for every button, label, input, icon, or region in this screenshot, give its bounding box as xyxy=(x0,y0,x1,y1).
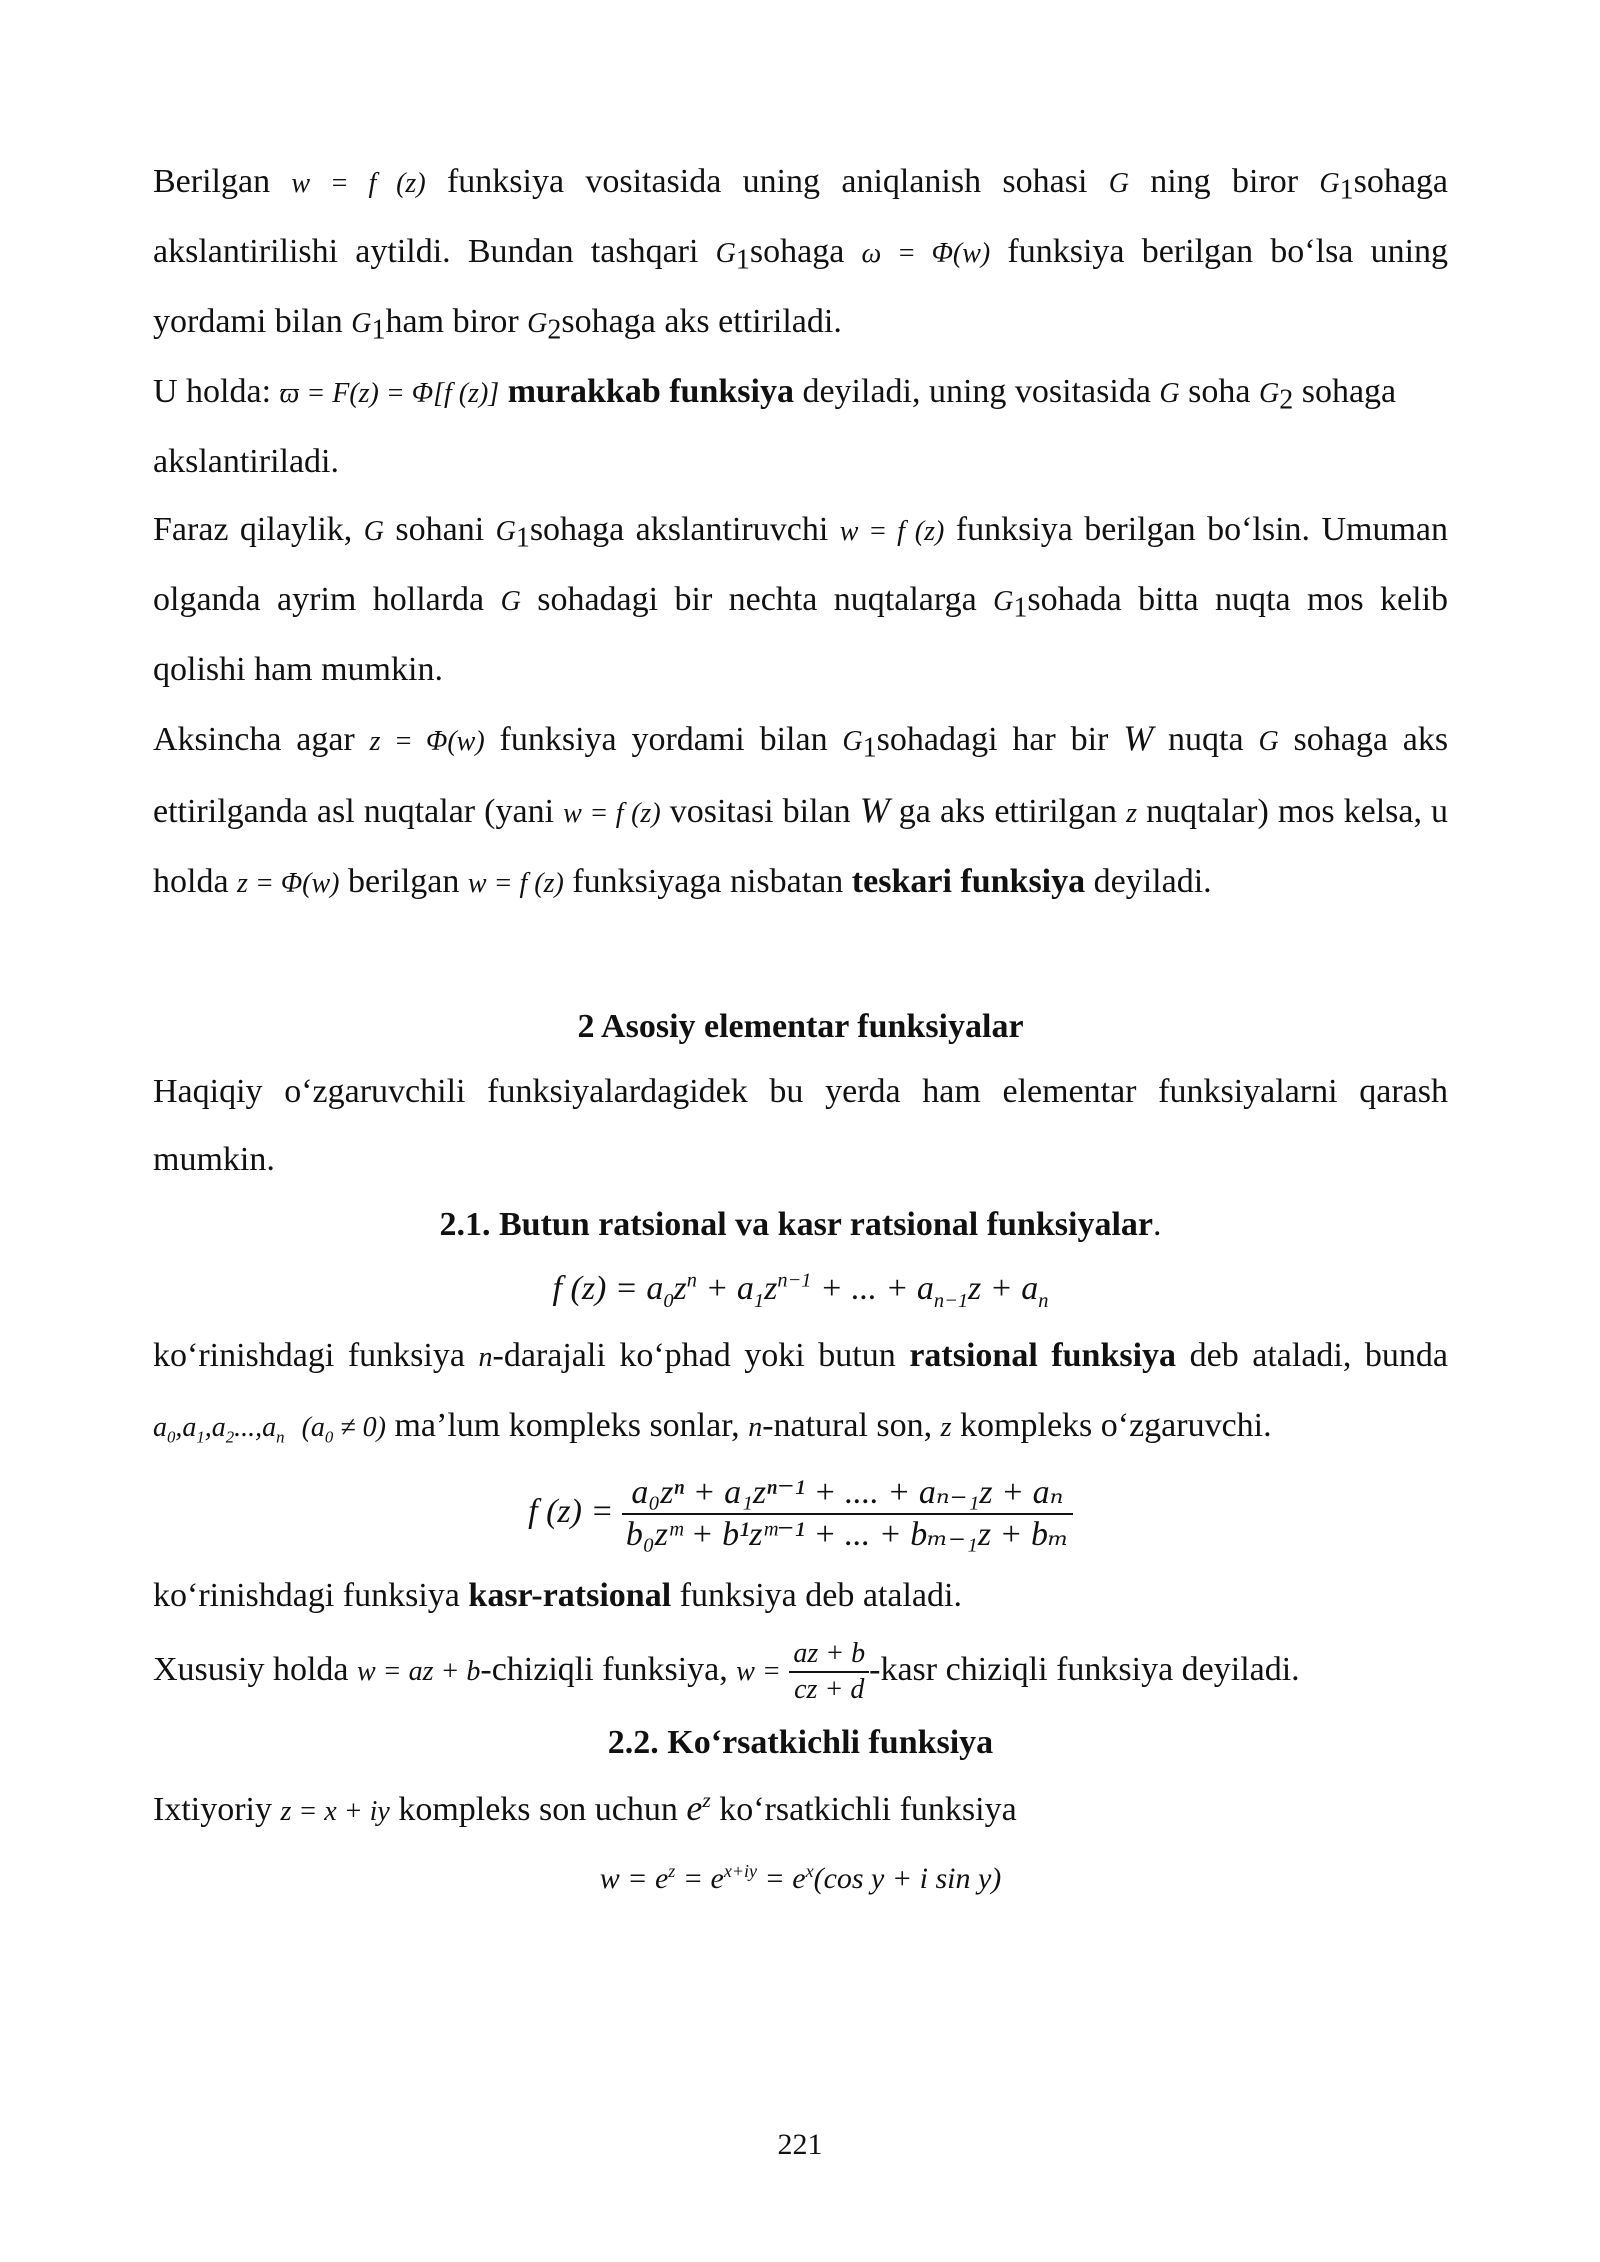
math-symbol: G xyxy=(842,726,863,757)
math-part: ...,a xyxy=(234,1412,277,1443)
text: U holda: xyxy=(153,373,272,410)
math-symbol: G xyxy=(715,238,736,269)
text: sohaga xyxy=(749,233,845,270)
heading-text: 2.1. Butun ratsional va kasr ratsional funksiyalar xyxy=(439,1206,1153,1243)
formula-part: + a xyxy=(696,1270,754,1307)
formula-sub: 0 xyxy=(663,1289,674,1312)
text: ning biror xyxy=(1150,163,1299,200)
paragraph-composition-intro xyxy=(153,148,1448,358)
formula-sup: x xyxy=(805,1861,814,1881)
text: sohaga akslantirilishi aytildi. Bundan tashqari xyxy=(153,163,1449,270)
math-inline: w = f (z) xyxy=(563,798,661,829)
math-inline xyxy=(301,1412,386,1447)
math-part: e xyxy=(686,1788,703,1828)
math-inline: n xyxy=(478,1342,493,1373)
formula-part: + ... + a xyxy=(811,1270,934,1307)
text: sohani xyxy=(395,511,485,548)
formula-sub: n−1 xyxy=(933,1289,969,1312)
subsection-heading-rational xyxy=(153,1194,1448,1256)
bold-term: murakkab funksiya xyxy=(507,373,794,410)
text: sohaga aks ettirilganda asl nuqtalar (yani xyxy=(153,721,1449,830)
page-number: 221 xyxy=(777,2128,823,2161)
math-symbol: G xyxy=(351,308,372,339)
formula-sub: n xyxy=(1038,1289,1049,1312)
formula-sub: 1 xyxy=(753,1289,765,1312)
math-subscript: 2 xyxy=(225,1427,235,1447)
math-superscript: z xyxy=(702,1788,711,1812)
text: ham biror xyxy=(385,303,519,340)
fraction-denominator: b₀zᵐ + b¹zᵐ⁻¹ + ... + bₘ₋₁z + bₘ xyxy=(625,1516,1069,1554)
math-inline: z = x + iy xyxy=(280,1796,390,1827)
math-inline: n xyxy=(748,1412,763,1443)
text: -kasr chiziqli funksiya deyiladi. xyxy=(869,1651,1300,1688)
math-inline xyxy=(1319,168,1354,206)
paragraph-inverse-function xyxy=(153,704,1448,918)
math-part: ≠ 0) xyxy=(333,1412,386,1443)
text: funksiya deb ataladi. xyxy=(679,1577,962,1614)
text: kompleks son uchun xyxy=(398,1791,678,1828)
text: sohada bitta nuqta mos kelib qolishi ham mumkin. xyxy=(153,581,1449,688)
formula-lhs: f (z) = xyxy=(528,1493,614,1530)
formula-polynomial xyxy=(153,1256,1448,1322)
subsection-heading-exponential: 2.2. Ko‘rsatkichli funksiya xyxy=(607,1724,994,1761)
math-subscript: 1 xyxy=(371,314,386,346)
math-subscript: 0 xyxy=(167,1427,176,1447)
text: deyiladi, uning vositasida xyxy=(802,373,1151,410)
text: sohaga aks ettiriladi. xyxy=(561,303,842,340)
math-subscript: 2 xyxy=(1279,384,1294,416)
math-part: a xyxy=(153,1412,167,1443)
math-inline xyxy=(842,726,877,764)
math-inline: G xyxy=(1108,168,1129,199)
math-symbol: G xyxy=(495,516,516,547)
math-subscript: 0 xyxy=(324,1427,334,1447)
math-inline xyxy=(153,1412,285,1447)
text: ko‘rsatkichli funksiya xyxy=(719,1791,1017,1828)
math-inline: z = Φ(w) xyxy=(237,868,340,899)
math-inline xyxy=(495,516,530,554)
text: Ixtiyoriy xyxy=(153,1791,272,1828)
text: funksiya vositasida uning aniqlanish sohasi xyxy=(446,163,1088,200)
math-subscript: 1 xyxy=(735,244,750,276)
math-inline: z xyxy=(1126,798,1138,829)
math-part: ,a xyxy=(204,1412,226,1443)
math-symbol: G xyxy=(1319,168,1340,199)
text: soha xyxy=(1188,373,1251,410)
paragraph-exponential-intro xyxy=(153,1774,1448,1846)
text: vositasi bilan xyxy=(669,793,851,830)
math-inline xyxy=(351,308,386,346)
section-heading: 2 Asosiy elementar funksiyalar xyxy=(577,1008,1024,1045)
formula-part: = e xyxy=(757,1862,806,1895)
math-inline: G xyxy=(1159,378,1180,409)
text: sohaga akslantiruvchi xyxy=(529,511,829,548)
formula-part: z + a xyxy=(968,1270,1039,1307)
math-inline xyxy=(993,586,1028,624)
formula-part: z xyxy=(673,1270,687,1307)
math-symbol: G xyxy=(527,308,548,339)
formula-part: w = e xyxy=(599,1862,669,1895)
text: Faraz qilaylik, xyxy=(153,511,353,548)
heading-period: . xyxy=(1153,1206,1162,1243)
formula-sup: n xyxy=(686,1269,697,1292)
text: -chiziqli funksiya, xyxy=(480,1651,728,1688)
math-inline: W xyxy=(859,790,890,830)
math-subscript: 1 xyxy=(515,522,530,554)
math-symbol: G xyxy=(993,586,1014,617)
formula-rational-fraction xyxy=(153,1462,1448,1562)
text: funksiya yordami bilan xyxy=(499,721,828,758)
text: ma’lum kompleks sonlar, xyxy=(394,1407,740,1444)
paragraph-rational-def xyxy=(153,1562,1448,1630)
text: funksiyaga nisbatan xyxy=(572,863,844,900)
math-part: ,a xyxy=(175,1412,197,1443)
formula-sup: x+iy xyxy=(723,1861,758,1881)
math-inline: w = f (z) xyxy=(291,168,426,199)
text: nuqta xyxy=(1168,721,1244,758)
paragraph-mapping-assumption xyxy=(153,496,1448,704)
text: ga aks ettirilgan xyxy=(898,793,1118,830)
math-inline: z xyxy=(940,1412,952,1443)
bold-term: teskari funksiya xyxy=(851,863,1086,900)
math-inline xyxy=(686,1788,710,1828)
bold-term: kasr-ratsional xyxy=(468,1577,672,1614)
math-inline xyxy=(1258,378,1294,416)
math-inline xyxy=(527,308,562,346)
formula-part: z xyxy=(764,1270,778,1307)
formula-part: (cos y + i sin y) xyxy=(813,1862,1002,1895)
text: funksiya berilgan bo‘lsa uning yordami bilan xyxy=(153,233,1449,340)
math-subscript: 2 xyxy=(547,314,562,346)
math-inline: w = f (z) xyxy=(467,868,564,899)
formula-sup: z xyxy=(668,1861,676,1881)
fraction xyxy=(789,1637,869,1707)
text: deb ataladi, bunda xyxy=(1189,1337,1449,1374)
fraction-numerator: az + b xyxy=(789,1637,869,1673)
paragraph-linear-functions xyxy=(153,1630,1448,1712)
formula-part: = e xyxy=(675,1862,724,1895)
text: -natural son, xyxy=(762,1407,933,1444)
paragraph-composite-function xyxy=(153,358,1448,496)
math-inline: ϖ = F(z) = Φ[f (z)] xyxy=(279,378,500,409)
paragraph-polynomial-def xyxy=(153,1322,1448,1462)
text: funksiya berilgan bo‘lsin. Umuman olganda ayrim hollarda xyxy=(153,511,1449,618)
text: sohaga akslantiriladi. xyxy=(153,373,1397,480)
math-part: (a xyxy=(301,1412,325,1443)
math-inline: W xyxy=(1123,718,1154,758)
formula-exponential xyxy=(153,1846,1448,1912)
math-inline: G xyxy=(1258,726,1279,757)
math-subscript: n xyxy=(276,1427,285,1447)
math-subscript: 1 xyxy=(196,1427,205,1447)
math-inline: w = xyxy=(736,1656,781,1687)
text: -darajali ko‘phad yoki butun xyxy=(492,1337,896,1374)
paragraph-elementary-intro: Haqiqiy o‘zgaruvchili funksiyalardagidek bu yerda ham elementar funksiyalarni qarash mumkin. xyxy=(153,1073,1448,1178)
text: sohadagi har bir xyxy=(876,721,1109,758)
text: nuqtalar) mos kelsa, u holda xyxy=(153,793,1449,900)
spacer xyxy=(153,918,1448,996)
text: Xususiy holda xyxy=(153,1651,349,1688)
page-body xyxy=(153,148,1448,1912)
math-inline: G xyxy=(363,516,384,547)
math-subscript: 1 xyxy=(862,732,877,764)
math-subscript: 1 xyxy=(1013,592,1028,624)
math-subscript: 1 xyxy=(1339,174,1354,206)
formula-part: f (z) = a xyxy=(552,1270,664,1307)
math-inline: w = f (z) xyxy=(839,516,945,547)
math-inline: z = Φ(w) xyxy=(369,726,485,757)
text: ko‘rinishdagi funksiya xyxy=(153,1577,460,1614)
fraction xyxy=(622,1473,1073,1555)
math-symbol: G xyxy=(1258,378,1280,409)
fraction-numerator: a₀zⁿ + a₁zⁿ⁻¹ + .... + aₙ₋₁z + aₙ xyxy=(622,1473,1073,1515)
formula-sup: n−1 xyxy=(777,1269,812,1292)
text: sohadagi bir nechta nuqtalarga xyxy=(537,581,977,618)
fraction-denominator: cz + d xyxy=(794,1674,865,1706)
text: deyiladi. xyxy=(1093,863,1212,900)
math-inline: w = az + b xyxy=(357,1656,481,1687)
math-inline: ω = Φ(w) xyxy=(861,238,991,269)
text: kompleks o‘zgaruvchi. xyxy=(960,1407,1272,1444)
text: Aksincha agar xyxy=(153,721,355,758)
bold-term: ratsional funksiya xyxy=(909,1337,1177,1374)
math-inline: G xyxy=(500,586,521,617)
text: ko‘rinishdagi funksiya xyxy=(153,1337,465,1374)
text: berilgan xyxy=(347,863,460,900)
math-inline xyxy=(715,238,750,276)
text: Berilgan xyxy=(153,163,271,200)
